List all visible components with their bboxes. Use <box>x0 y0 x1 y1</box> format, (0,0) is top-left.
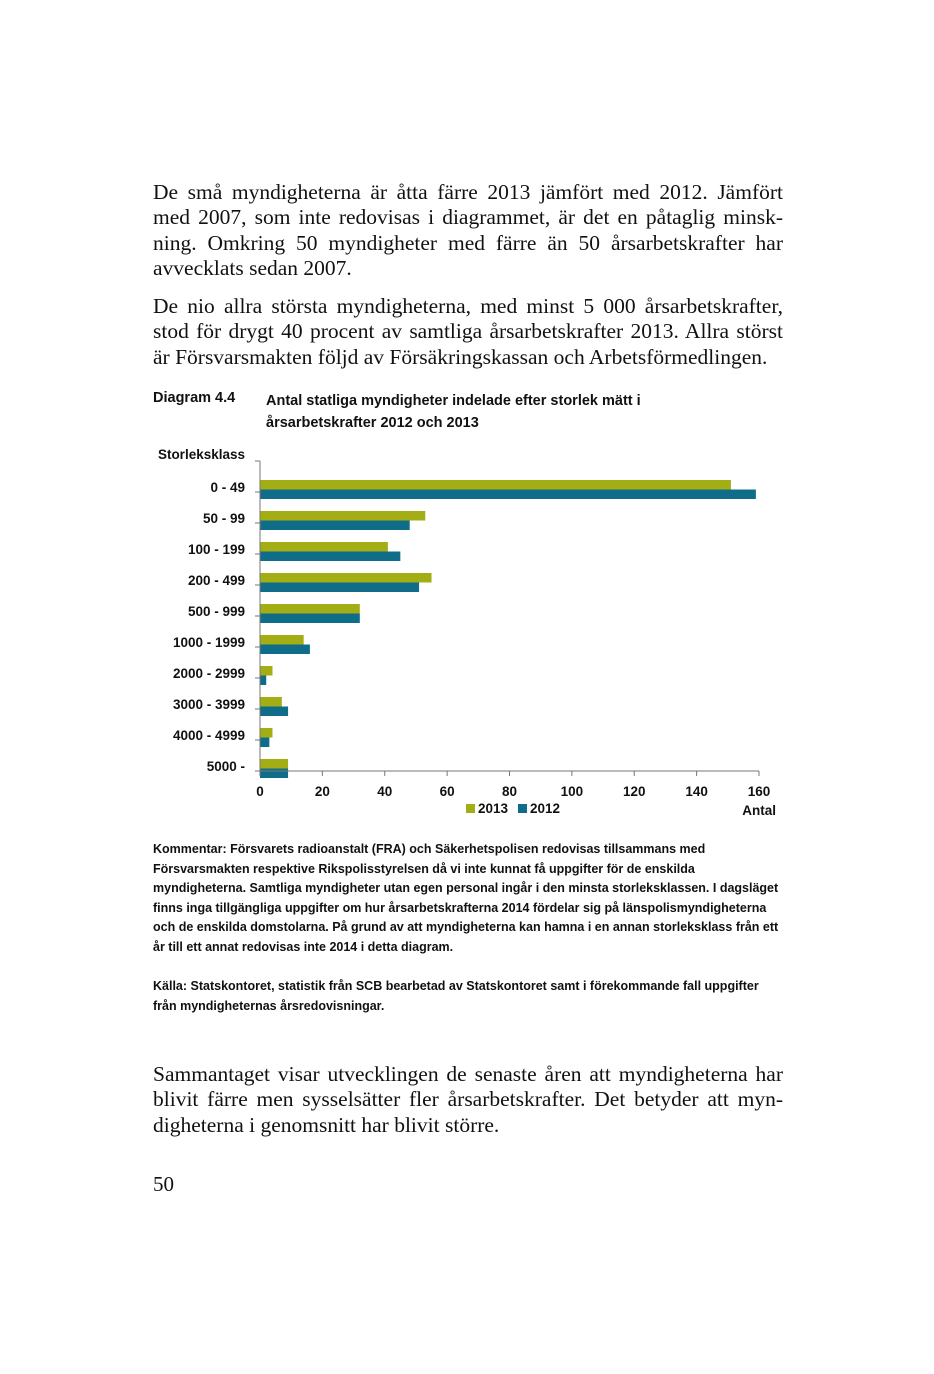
page-number: 50 <box>153 1172 174 1196</box>
bar-2012 <box>260 769 288 779</box>
x-tick-label: 80 <box>501 784 518 799</box>
bar-2012 <box>260 676 266 686</box>
bar-2013 <box>260 511 425 521</box>
bar-2012 <box>260 552 400 562</box>
category-label: 100 - 199 <box>187 542 245 557</box>
legend-swatch-2012 <box>518 804 527 813</box>
legend-label: 2012 <box>530 801 561 816</box>
bar-2012 <box>260 521 410 531</box>
legend-label: 2013 <box>478 801 509 816</box>
category-label: 3000 - 3999 <box>172 697 245 712</box>
bar-2013 <box>260 480 731 490</box>
figure-comment: Kommentar: Försvarets radioanstalt (FRA) och Säkerhetspolisen redovisas tillsammans med Försvarsmakten respektive Rikspolisstyrelsen då vi inte kunnat få uppgifter för de enskilda myndigheterna. Samtliga myndigheter utan egen personal ingår i den minsta storleksklassen. I dagsläget finns inga tillgängliga uppgifter om hur årsarbetskrafterna 2014 fördelar sig på länspolismyndigheterna och de enskilda domstolarna. På grund av att myndigheterna kan hamna i en annan storleksklass från ett år till ett annat redovisas inte 2014 i detta diagram. <box>153 842 779 954</box>
category-label: 4000 - 4999 <box>172 728 245 743</box>
category-label: 200 - 499 <box>187 573 245 588</box>
legend-swatch-2013 <box>466 804 475 813</box>
category-label: 50 - 99 <box>202 511 245 526</box>
figure-title: Antal statliga myndigheter indelade efter storlek mätt i årsarbetskrafter 2012 och 2013 <box>266 393 641 431</box>
bar-2012 <box>260 707 288 717</box>
bar-2013 <box>260 635 304 645</box>
body-paragraph-2: De nio allra största myndigheterna, med minst 5 000 årsarbetskrafter, stod för drygt 40 procent av samtliga årsarbetskrafter 2013. Allra störst är Försvarsmakten följd av Försäkringskassan och Arbetsförmedlingen. <box>153 293 783 369</box>
figure-source: Källa: Statskontoret, statistik från SCB bearbetad av Statskontoret samt i förekommande fall uppgifter från myndigheternas årsredovisningar. <box>153 979 759 1013</box>
category-label: 500 - 999 <box>187 604 245 619</box>
x-tick-label: 140 <box>685 784 708 799</box>
body-paragraph-1: De små myndigheterna är åtta färre 2013 jämfört med 2012. Jämfört med 2007, som inte redovisas i diagrammet, är det en påtaglig minskning. Omkring 50 myndigheter med färre än 50 årsarbetskrafter har avvecklats sedan 2007. <box>153 179 783 280</box>
y-axis-title: Storleksklass <box>157 447 245 462</box>
x-tick-label: 20 <box>314 784 330 799</box>
bar-2012 <box>260 614 360 624</box>
x-tick-label: 160 <box>747 784 771 799</box>
bar-2013 <box>260 697 282 707</box>
x-tick-label: 120 <box>622 784 646 799</box>
x-tick-label: 100 <box>560 784 584 799</box>
body-paragraph-3: Sammantaget visar utvecklingen de senaste åren att myndigheterna har blivit färre men sysselsätter fler årsarbetskrafter. Det betyder att myndigheterna i genomsnitt har blivit större. <box>153 1061 783 1137</box>
bar-2013 <box>260 728 272 738</box>
category-label: 0 - 49 <box>210 480 245 495</box>
bar-2013 <box>260 604 360 614</box>
bar-2012 <box>260 583 419 593</box>
category-label: 5000 - <box>206 759 245 774</box>
bar-2012 <box>260 645 310 655</box>
x-tick-label: 0 <box>256 784 264 799</box>
category-label: 2000 - 2999 <box>172 666 245 681</box>
bar-2013 <box>260 573 432 583</box>
x-axis-title: Antal <box>742 803 776 818</box>
bar-2012 <box>260 738 269 748</box>
bar-2012 <box>260 490 756 500</box>
x-tick-label: 40 <box>377 784 393 799</box>
x-tick-label: 60 <box>439 784 455 799</box>
bar-2013 <box>260 666 272 676</box>
bar-2013 <box>260 759 288 769</box>
bar-chart <box>150 440 790 820</box>
figure-label: Diagram 4.4 <box>153 390 236 406</box>
category-label: 1000 - 1999 <box>172 635 245 650</box>
bar-2013 <box>260 542 388 552</box>
